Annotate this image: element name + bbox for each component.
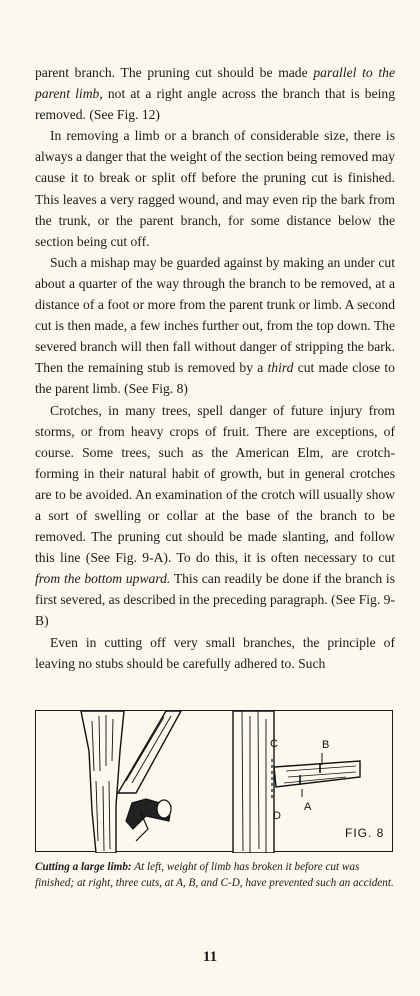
italic-span: from the bottom upward. <box>35 571 171 587</box>
text-span: This can readily be done if the branch is first severed, as described in the preceding paragraph. (See Fig. 9-B) <box>35 571 395 629</box>
paragraph-1 <box>35 62 395 125</box>
right-tree-drawing <box>233 711 360 853</box>
text-span: parent branch. The pruning cut should be made <box>35 65 314 80</box>
text-span: Crotches, in many trees, spell danger of future injury from storms, or from heavy crops of fruit. There are exceptions, of course. Some trees, such as the American Elm, are crotch-forming in their natural habit of growth, but in general crotches are to be avoided. An examination of the crotch will usually show a sort of swelling or collar at the base of the branch to be removed. The pruning cut should be made slanting, and follow this line (See Fig. 9-A). To do this, it is often necessary to cut <box>35 402 395 566</box>
paragraph-4 <box>35 400 395 632</box>
caption-text: At left, weight of limb has broken it before cut was finished; at right, three cuts, at A, B, and C-D, have prevented such an accident. <box>35 861 394 889</box>
caption-bold: Cutting a large limb: <box>35 861 132 873</box>
italic-span: third <box>267 360 294 376</box>
figure-illustration <box>36 711 394 853</box>
text-span: Such a mishap may be guarded against by making an under cut about a quarter of the way through the branch to be removed, at a distance of a foot or more from the parent trunk or limb. A second cut is then made, a few inches further out, from the top down. The severed branch will then fall without danger of stripping the bark. Then the remaining stub is removed by a <box>35 254 395 376</box>
paragraph-5: Even in cutting off very small branches, the principle of leaving no stubs should be carefully adhered to. Such <box>35 634 395 671</box>
figure-caption <box>35 860 395 891</box>
label-b: B <box>322 739 330 751</box>
text-span: cut made close to the parent limb. (See Fig. 8) <box>35 360 395 397</box>
label-c: C <box>270 738 278 750</box>
label-d: D <box>273 810 281 822</box>
italic-span: parallel to the parent limb <box>35 65 395 102</box>
page-number: 11 <box>202 949 218 965</box>
label-a: A <box>304 801 312 813</box>
figure-title: FIG. 8 <box>345 826 385 840</box>
left-tree-drawing <box>81 711 181 853</box>
text-span: , not at a right angle across the branch that is being removed. (See Fig. 12) <box>35 86 395 123</box>
paragraph-2: In removing a limb or a branch of considerable size, there is always a danger that the weight of the section being removed may cause it to break or split off before the pruning cut is finished. This leaves a very ragged wound, and may even rip the bark from the trunk, or the parent branch, for some distance below the section being cut off. <box>35 128 395 249</box>
body-text <box>35 62 395 674</box>
figure-8 <box>35 710 393 852</box>
paragraph-3 <box>35 252 395 400</box>
